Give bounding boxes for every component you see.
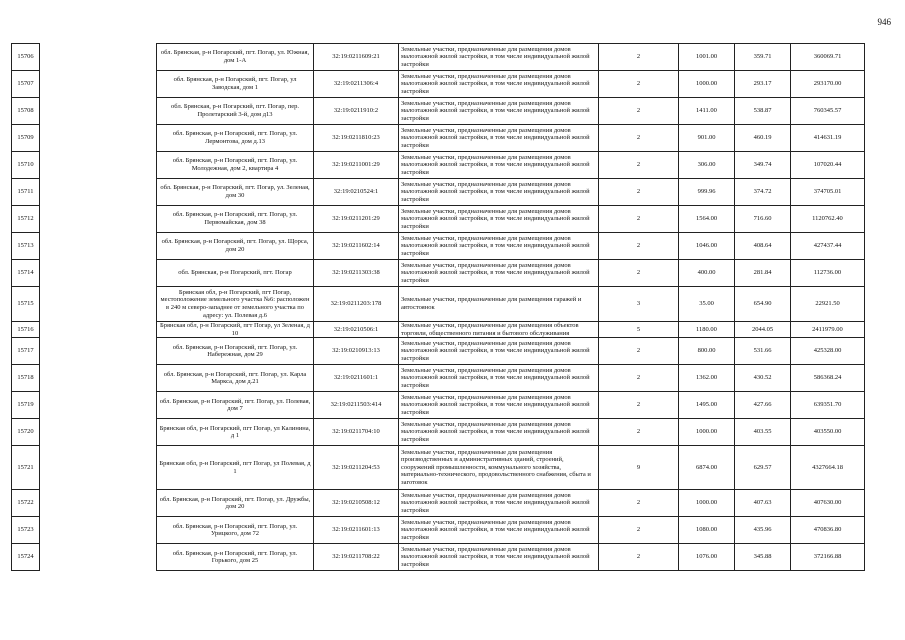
specific-value-cell: 374.72 (735, 179, 791, 206)
address-cell: обл. Брянская, р-н Погарский, пгт. Погар (157, 260, 314, 287)
specific-value-cell: 654.90 (735, 287, 791, 322)
cadastral-value-cell: 427437.44 (791, 233, 865, 260)
cadastral-value-cell: 425328.00 (791, 338, 865, 365)
use-group-cell: 2 (599, 544, 679, 571)
address-cell: Брянская обл, р-н Погарский, пгт Погар, ул Зеленая, д 10 (157, 322, 314, 338)
record-number-cell: 15721 (12, 446, 40, 490)
address-cell: Брянская обл, р-н Погарский, пгт Погар, местоположение земельного участка №6: расположен в 240 м северо-западнее от земельного участка по адресу: ул. Полевая д.6 (157, 287, 314, 322)
cadastral-number-cell: 32:19:0211306:4 (314, 71, 399, 98)
permitted-use-cell: Земельные участки, предназначенные для размещения объектов торговли, общественного питания и бытового обслуживания (399, 322, 599, 338)
blank-column (40, 392, 157, 419)
specific-value-cell: 427.66 (735, 392, 791, 419)
cadastral-value-cell: 2411979.00 (791, 322, 865, 338)
cadastral-value-cell: 470836.80 (791, 517, 865, 544)
use-group-cell: 2 (599, 517, 679, 544)
record-number-cell: 15706 (12, 44, 40, 71)
specific-value-cell: 349.74 (735, 152, 791, 179)
record-number-cell: 15714 (12, 260, 40, 287)
blank-column (40, 517, 157, 544)
cadastral-value-cell: 407630.00 (791, 490, 865, 517)
table-row (12, 152, 865, 179)
cadastral-value-cell: 4327664.18 (791, 446, 865, 490)
record-number-cell: 15724 (12, 544, 40, 571)
address-cell: обл. Брянская, р-н Погарский, пгт. Погар, ул. Зеленая, дом 30 (157, 179, 314, 206)
area-cell: 1076.00 (679, 544, 735, 571)
blank-column (40, 44, 157, 71)
table-row (12, 125, 865, 152)
address-cell: обл. Брянская, р-н Погарский, пгт. Погар, ул. Первомайская, дом 38 (157, 206, 314, 233)
cadastral-number-cell: 32:19:0211910:2 (314, 98, 399, 125)
specific-value-cell: 629.57 (735, 446, 791, 490)
cadastral-value-table (11, 43, 865, 571)
specific-value-cell: 403.55 (735, 419, 791, 446)
permitted-use-cell: Земельные участки, предназначенные для размещения домов малоэтажной жилой застройки, в том числе индивидуальной жилой застройки (399, 152, 599, 179)
specific-value-cell: 408.64 (735, 233, 791, 260)
area-cell: 306.00 (679, 152, 735, 179)
permitted-use-cell: Земельные участки, предназначенные для размещения домов малоэтажной жилой застройки, в том числе индивидуальной жилой застройки (399, 392, 599, 419)
record-number-cell: 15722 (12, 490, 40, 517)
table-row (12, 179, 865, 206)
cadastral-value-cell: 107020.44 (791, 152, 865, 179)
address-cell: обл. Брянская, р-н Погарский, пгт. Погар, ул. Набережная, дом 29 (157, 338, 314, 365)
table-row (12, 71, 865, 98)
area-cell: 1411.00 (679, 98, 735, 125)
permitted-use-cell: Земельные участки, предназначенные для размещения гаражей и автостоянок (399, 287, 599, 322)
record-number-cell: 15715 (12, 287, 40, 322)
address-cell: Брянская обл, р-н Погарский, пгт Погар, ул Полевая, д 1 (157, 446, 314, 490)
use-group-cell: 2 (599, 490, 679, 517)
cadastral-number-cell: 32:19:0210506:1 (314, 322, 399, 338)
specific-value-cell: 716.60 (735, 206, 791, 233)
table-row (12, 338, 865, 365)
address-cell: обл. Брянская, р-н Погарский, пгт. Погар, ул. Полевая, дом 7 (157, 392, 314, 419)
area-cell: 1000.00 (679, 419, 735, 446)
use-group-cell: 2 (599, 71, 679, 98)
blank-column (40, 544, 157, 571)
record-number-cell: 15709 (12, 125, 40, 152)
permitted-use-cell: Земельные участки, предназначенные для размещения домов малоэтажной жилой застройки, в том числе индивидуальной жилой застройки (399, 419, 599, 446)
area-cell: 400.00 (679, 260, 735, 287)
specific-value-cell: 435.96 (735, 517, 791, 544)
table-row (12, 206, 865, 233)
blank-column (40, 233, 157, 260)
table-row (12, 287, 865, 322)
use-group-cell: 2 (599, 98, 679, 125)
use-group-cell: 2 (599, 179, 679, 206)
use-group-cell: 2 (599, 44, 679, 71)
cadastral-number-cell: 32:19:0211001:29 (314, 152, 399, 179)
table-row (12, 446, 865, 490)
record-number-cell: 15712 (12, 206, 40, 233)
address-cell: обл. Брянская, р-н Погарский, пгт. Погар, ул. Карла Маркса, дом д.21 (157, 365, 314, 392)
address-cell: обл. Брянская, р-н Погарский, пгт. Погар, ул. Горького, дом 25 (157, 544, 314, 571)
blank-column (40, 490, 157, 517)
use-group-cell: 2 (599, 125, 679, 152)
address-cell: обл. Брянская, р-н Погарский, пгт. Погар, ул. Дружбы, дом 20 (157, 490, 314, 517)
cadastral-number-cell: 32:19:0210913:13 (314, 338, 399, 365)
area-cell: 1001.00 (679, 44, 735, 71)
table-row (12, 44, 865, 71)
use-group-cell: 3 (599, 287, 679, 322)
area-cell: 1362.00 (679, 365, 735, 392)
permitted-use-cell: Земельные участки, предназначенные для размещения домов малоэтажной жилой застройки, в том числе индивидуальной жилой застройки (399, 260, 599, 287)
address-cell: обл. Брянская, р-н Погарский, пгт. Погар, ул. Урицкого, дом 72 (157, 517, 314, 544)
use-group-cell: 9 (599, 446, 679, 490)
specific-value-cell: 2044.05 (735, 322, 791, 338)
permitted-use-cell: Земельные участки, предназначенные для размещения производственных и административных зданий, строений, сооружений промышленности, коммунального хозяйства, материально-технического, продовольственного снабжения, сбыта и заготовок (399, 446, 599, 490)
blank-column (40, 287, 157, 322)
permitted-use-cell: Земельные участки, предназначенные для размещения домов малоэтажной жилой застройки, в том числе индивидуальной жилой застройки (399, 365, 599, 392)
use-group-cell: 2 (599, 233, 679, 260)
table-row (12, 98, 865, 125)
address-cell: обл. Брянская, р-н Погарский, пгт. Погар, пер. Пролетарский 3-й, дом д13 (157, 98, 314, 125)
cadastral-value-cell: 360069.71 (791, 44, 865, 71)
table-row (12, 322, 865, 338)
permitted-use-cell: Земельные участки, предназначенные для размещения домов малоэтажной жилой застройки, в том числе индивидуальной жилой застройки (399, 338, 599, 365)
use-group-cell: 2 (599, 392, 679, 419)
cadastral-value-table-wrapper (11, 43, 865, 571)
area-cell: 800.00 (679, 338, 735, 365)
cadastral-value-cell: 22921.50 (791, 287, 865, 322)
record-number-cell: 15716 (12, 322, 40, 338)
cadastral-value-cell: 1120762.40 (791, 206, 865, 233)
area-cell: 6874.00 (679, 446, 735, 490)
specific-value-cell: 359.71 (735, 44, 791, 71)
permitted-use-cell: Земельные участки, предназначенные для размещения домов малоэтажной жилой застройки, в том числе индивидуальной жилой застройки (399, 517, 599, 544)
area-cell: 1080.00 (679, 517, 735, 544)
area-cell: 1564.00 (679, 206, 735, 233)
permitted-use-cell: Земельные участки, предназначенные для размещения домов малоэтажной жилой застройки, в том числе индивидуальной жилой застройки (399, 544, 599, 571)
record-number-cell: 15713 (12, 233, 40, 260)
record-number-cell: 15723 (12, 517, 40, 544)
cadastral-number-cell: 32:19:0211303:38 (314, 260, 399, 287)
area-cell: 1495.00 (679, 392, 735, 419)
use-group-cell: 2 (599, 365, 679, 392)
address-cell: обл. Брянская, р-н Погарский, пгт. Погар, ул. Щорса, дом 20 (157, 233, 314, 260)
use-group-cell: 2 (599, 338, 679, 365)
area-cell: 1000.00 (679, 71, 735, 98)
cadastral-value-cell: 293170.00 (791, 71, 865, 98)
page-number: 946 (877, 17, 891, 27)
use-group-cell: 5 (599, 322, 679, 338)
record-number-cell: 15720 (12, 419, 40, 446)
table-row (12, 233, 865, 260)
address-cell: обл. Брянская, р-н Погарский, пгт. Погар, ул. Южная, дом 1-А (157, 44, 314, 71)
blank-column (40, 322, 157, 338)
area-cell: 35.00 (679, 287, 735, 322)
specific-value-cell: 430.52 (735, 365, 791, 392)
address-cell: обл. Брянская, р-н Погарский, пгт. Погар, ул. Молодежная, дом 2, квартира 4 (157, 152, 314, 179)
permitted-use-cell: Земельные участки, предназначенные для размещения домов малоэтажной жилой застройки, в том числе индивидуальной жилой застройки (399, 98, 599, 125)
table-row (12, 260, 865, 287)
area-cell: 1000.00 (679, 490, 735, 517)
permitted-use-cell: Земельные участки, предназначенные для размещения домов малоэтажной жилой застройки, в том числе индивидуальной жилой застройки (399, 179, 599, 206)
blank-column (40, 179, 157, 206)
table-row (12, 392, 865, 419)
permitted-use-cell: Земельные участки, предназначенные для размещения домов малоэтажной жилой застройки, в том числе индивидуальной жилой застройки (399, 206, 599, 233)
area-cell: 901.00 (679, 125, 735, 152)
blank-column (40, 98, 157, 125)
area-cell: 1180.00 (679, 322, 735, 338)
address-cell: обл. Брянская, р-н Погарский, пгт. Погар, ул Заводская, дом 1 (157, 71, 314, 98)
blank-column (40, 125, 157, 152)
permitted-use-cell: Земельные участки, предназначенные для размещения домов малоэтажной жилой застройки, в том числе индивидуальной жилой застройки (399, 233, 599, 260)
use-group-cell: 2 (599, 419, 679, 446)
blank-column (40, 419, 157, 446)
table-row (12, 517, 865, 544)
table-row (12, 490, 865, 517)
cadastral-number-cell: 32:19:0211602:14 (314, 233, 399, 260)
address-cell: обл. Брянская, р-н Погарский, пгт. Погар, ул. Лермонтова, дом д.13 (157, 125, 314, 152)
area-cell: 1046.00 (679, 233, 735, 260)
cadastral-number-cell: 32:19:0210524:1 (314, 179, 399, 206)
record-number-cell: 15707 (12, 71, 40, 98)
blank-column (40, 365, 157, 392)
table-row (12, 419, 865, 446)
cadastral-number-cell: 32:19:0211503:414 (314, 392, 399, 419)
blank-column (40, 152, 157, 179)
permitted-use-cell: Земельные участки, предназначенные для размещения домов малоэтажной жилой застройки, в том числе индивидуальной жилой застройки (399, 44, 599, 71)
cadastral-value-cell: 760345.57 (791, 98, 865, 125)
record-number-cell: 15717 (12, 338, 40, 365)
specific-value-cell: 531.66 (735, 338, 791, 365)
specific-value-cell: 293.17 (735, 71, 791, 98)
use-group-cell: 2 (599, 152, 679, 179)
cadastral-number-cell: 32:19:0210508:12 (314, 490, 399, 517)
record-number-cell: 15708 (12, 98, 40, 125)
cadastral-value-cell: 414631.19 (791, 125, 865, 152)
cadastral-number-cell: 32:19:0211609:21 (314, 44, 399, 71)
use-group-cell: 2 (599, 206, 679, 233)
cadastral-value-cell: 403550.00 (791, 419, 865, 446)
cadastral-number-cell: 32:19:0211704:10 (314, 419, 399, 446)
table-row (12, 544, 865, 571)
cadastral-number-cell: 32:19:0211203:178 (314, 287, 399, 322)
address-cell: Брянская обл, р-н Погарский, пгт Погар, ул Калинина, д 1 (157, 419, 314, 446)
specific-value-cell: 460.19 (735, 125, 791, 152)
cadastral-number-cell: 32:19:0211601:13 (314, 517, 399, 544)
record-number-cell: 15718 (12, 365, 40, 392)
record-number-cell: 15719 (12, 392, 40, 419)
specific-value-cell: 538.87 (735, 98, 791, 125)
permitted-use-cell: Земельные участки, предназначенные для размещения домов малоэтажной жилой застройки, в том числе индивидуальной жилой застройки (399, 71, 599, 98)
blank-column (40, 71, 157, 98)
blank-column (40, 206, 157, 233)
permitted-use-cell: Земельные участки, предназначенные для размещения домов малоэтажной жилой застройки, в том числе индивидуальной жилой застройки (399, 125, 599, 152)
cadastral-value-cell: 372166.88 (791, 544, 865, 571)
blank-column (40, 260, 157, 287)
cadastral-number-cell: 32:19:0211204:53 (314, 446, 399, 490)
cadastral-value-cell: 374705.01 (791, 179, 865, 206)
blank-column (40, 338, 157, 365)
cadastral-number-cell: 32:19:0211201:29 (314, 206, 399, 233)
cadastral-value-cell: 112736.00 (791, 260, 865, 287)
cadastral-number-cell: 32:19:0211601:1 (314, 365, 399, 392)
record-number-cell: 15711 (12, 179, 40, 206)
table-body (12, 44, 865, 571)
cadastral-number-cell: 32:19:0211810:23 (314, 125, 399, 152)
specific-value-cell: 345.88 (735, 544, 791, 571)
table-row (12, 365, 865, 392)
permitted-use-cell: Земельные участки, предназначенные для размещения домов малоэтажной жилой застройки, в том числе индивидуальной жилой застройки (399, 490, 599, 517)
record-number-cell: 15710 (12, 152, 40, 179)
area-cell: 999.96 (679, 179, 735, 206)
blank-column (40, 446, 157, 490)
specific-value-cell: 281.84 (735, 260, 791, 287)
cadastral-value-cell: 639351.70 (791, 392, 865, 419)
specific-value-cell: 407.63 (735, 490, 791, 517)
use-group-cell: 2 (599, 260, 679, 287)
cadastral-number-cell: 32:19:0211708:22 (314, 544, 399, 571)
cadastral-value-cell: 586368.24 (791, 365, 865, 392)
